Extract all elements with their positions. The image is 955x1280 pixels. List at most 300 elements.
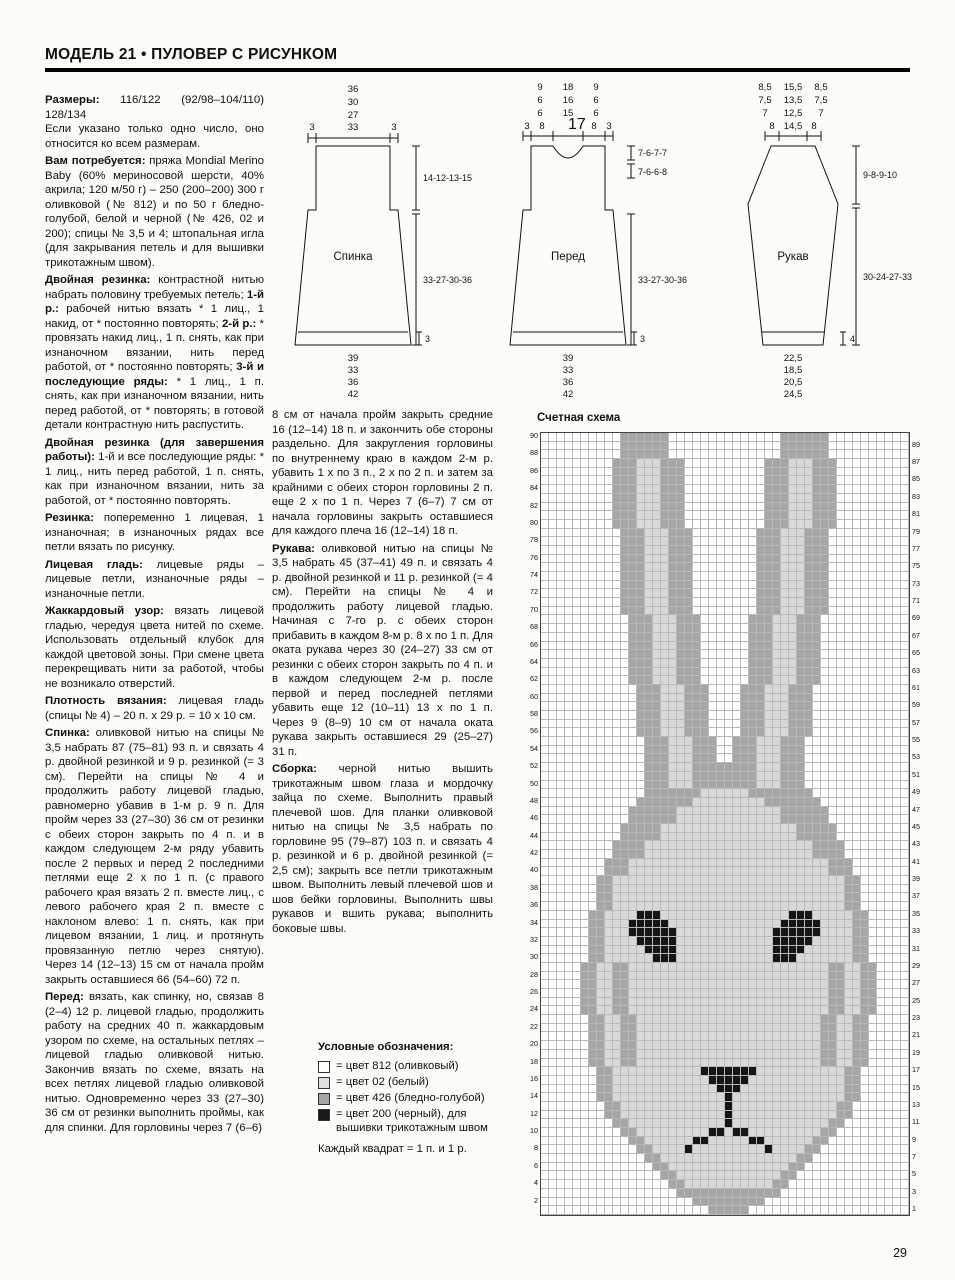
- chart-cell: [885, 1119, 893, 1128]
- chart-cell: [621, 807, 629, 816]
- chart-cell: [813, 546, 821, 555]
- chart-cell: [621, 494, 629, 503]
- chart-cell: [589, 850, 597, 859]
- chart-cell: [685, 546, 693, 555]
- chart-cell: [901, 520, 909, 529]
- chart-cell: [589, 833, 597, 842]
- chart-cell: [645, 1059, 653, 1068]
- chart-cell: [837, 789, 845, 798]
- chart-cell: [597, 433, 605, 442]
- chart-cell: [637, 737, 645, 746]
- chart-cell: [669, 807, 677, 816]
- chart-cell: [861, 833, 869, 842]
- chart-cell: [845, 511, 853, 520]
- chart-cell: [805, 728, 813, 737]
- chart-cell: [805, 1154, 813, 1163]
- chart-cell: [869, 633, 877, 642]
- chart-cell: [837, 746, 845, 755]
- chart-cell: [893, 529, 901, 538]
- chart-cell: [861, 737, 869, 746]
- chart-cell: [685, 642, 693, 651]
- chart-cell: [749, 754, 757, 763]
- chart-cell: [805, 789, 813, 798]
- chart-cell: [765, 772, 773, 781]
- chart-cell: [685, 1050, 693, 1059]
- chart-cell: [573, 876, 581, 885]
- chart-cell: [701, 694, 709, 703]
- chart-cell: [717, 1145, 725, 1154]
- chart-cell: [733, 503, 741, 512]
- chart-cell: [589, 920, 597, 929]
- chart-cell: [629, 1206, 637, 1215]
- chart-cell: [757, 572, 765, 581]
- chart-cell: [821, 1111, 829, 1120]
- chart-cell: [725, 581, 733, 590]
- chart-cell: [693, 720, 701, 729]
- chart-cell: [869, 841, 877, 850]
- chart-cell: [765, 763, 773, 772]
- color-swatch: [318, 1093, 330, 1105]
- chart-cell: [557, 902, 565, 911]
- chart-cell: [613, 1128, 621, 1137]
- chart-cell: [749, 642, 757, 651]
- chart-cell: [837, 1137, 845, 1146]
- chart-cell: [589, 668, 597, 677]
- chart-cell: [613, 989, 621, 998]
- chart-cell: [717, 494, 725, 503]
- chart-cell: [789, 1015, 797, 1024]
- chart-cell: [677, 1067, 685, 1076]
- chart-cell: [605, 546, 613, 555]
- chart-cell: [885, 937, 893, 946]
- chart-cell: [741, 546, 749, 555]
- chart-cell: [797, 598, 805, 607]
- chart-cell: [549, 1180, 557, 1189]
- chart-cell: [693, 520, 701, 529]
- chart-cell: [789, 1059, 797, 1068]
- chart-cell: [637, 503, 645, 512]
- chart-cell: [685, 1154, 693, 1163]
- chart-cell: [717, 1128, 725, 1137]
- chart-cell: [741, 1154, 749, 1163]
- chart-cell: [901, 598, 909, 607]
- chart-cell: [893, 963, 901, 972]
- chart-cell: [829, 1206, 837, 1215]
- chart-cell: [853, 450, 861, 459]
- chart-cell: [845, 633, 853, 642]
- chart-cell: [613, 754, 621, 763]
- chart-cell: [765, 946, 773, 955]
- chart-cell: [837, 798, 845, 807]
- chart-cell: [829, 867, 837, 876]
- chart-cell: [709, 989, 717, 998]
- chart-cell: [597, 1180, 605, 1189]
- chart-cell: [717, 998, 725, 1007]
- chart-cell: [693, 841, 701, 850]
- chart-cell: [829, 1145, 837, 1154]
- chart-cell: [669, 494, 677, 503]
- chart-cell: [685, 520, 693, 529]
- chart-cell: [733, 1067, 741, 1076]
- chart-cell: [637, 980, 645, 989]
- chart-cell: [805, 624, 813, 633]
- chart-cell: [773, 529, 781, 538]
- chart-cell: [845, 1180, 853, 1189]
- chart-cell: [837, 911, 845, 920]
- chart-cell: [845, 433, 853, 442]
- chart-cell: [749, 450, 757, 459]
- chart-cell: [725, 572, 733, 581]
- chart-cell: [741, 1206, 749, 1215]
- chart-cell: [869, 1111, 877, 1120]
- chart-cell: [653, 920, 661, 929]
- chart-cell: [661, 789, 669, 798]
- chart-cell: [677, 450, 685, 459]
- chart-cell: [717, 624, 725, 633]
- chart-cell: [621, 485, 629, 494]
- chart-cell: [717, 876, 725, 885]
- chart-cell: [693, 494, 701, 503]
- chart-cell: [861, 476, 869, 485]
- chart-cell: [749, 841, 757, 850]
- row-number: 63: [912, 665, 920, 675]
- chart-cell: [773, 650, 781, 659]
- chart-cell: [685, 476, 693, 485]
- chart-cell: [693, 1128, 701, 1137]
- chart-cell: [701, 598, 709, 607]
- chart-cell: [725, 798, 733, 807]
- chart-cell: [813, 529, 821, 538]
- chart-cell: [637, 859, 645, 868]
- chart-cell: [717, 1059, 725, 1068]
- chart-cell: [885, 737, 893, 746]
- chart-cell: [861, 581, 869, 590]
- chart-cell: [709, 589, 717, 598]
- chart-cell: [613, 928, 621, 937]
- chart-cell: [869, 581, 877, 590]
- chart-cell: [837, 520, 845, 529]
- chart-cell: [573, 763, 581, 772]
- chart-cell: [645, 494, 653, 503]
- chart-cell: [653, 928, 661, 937]
- chart-cell: [853, 911, 861, 920]
- chart-cell: [757, 1180, 765, 1189]
- chart-cell: [893, 1076, 901, 1085]
- chart-cell: [861, 450, 869, 459]
- chart-cell: [685, 972, 693, 981]
- chart-cell: [637, 607, 645, 616]
- chart-cell: [749, 763, 757, 772]
- chart-cell: [869, 937, 877, 946]
- chart-cell: [765, 676, 773, 685]
- chart-cell: [821, 815, 829, 824]
- chart-cell: [669, 476, 677, 485]
- chart-cell: [893, 1154, 901, 1163]
- chart-cell: [829, 763, 837, 772]
- chart-cell: [901, 468, 909, 477]
- chart-cell: [661, 1006, 669, 1015]
- chart-cell: [645, 920, 653, 929]
- chart-cell: [733, 1059, 741, 1068]
- chart-cell: [613, 1050, 621, 1059]
- chart-cell: [725, 529, 733, 538]
- chart-cell: [613, 1059, 621, 1068]
- chart-cell: [885, 694, 893, 703]
- chart-cell: [605, 685, 613, 694]
- chart-cell: [901, 746, 909, 755]
- chart-cell: [781, 650, 789, 659]
- chart-cell: [549, 989, 557, 998]
- chart-cell: [685, 902, 693, 911]
- chart-cell: [653, 1119, 661, 1128]
- chart-cell: [885, 711, 893, 720]
- measurement: 7-6-7-7: [638, 148, 668, 158]
- chart-cell: [629, 781, 637, 790]
- chart-cell: [869, 589, 877, 598]
- chart-cell: [869, 989, 877, 998]
- chart-cell: [645, 1093, 653, 1102]
- chart-cell: [733, 902, 741, 911]
- chart-cell: [733, 833, 741, 842]
- chart-cell: [597, 1198, 605, 1207]
- chart-cell: [893, 946, 901, 955]
- chart-cell: [853, 954, 861, 963]
- chart-cell: [557, 946, 565, 955]
- chart-cell: [605, 511, 613, 520]
- chart-cell: [669, 728, 677, 737]
- chart-cell: [813, 954, 821, 963]
- chart-cell: [845, 555, 853, 564]
- chart-cell: [797, 763, 805, 772]
- chart-cell: [869, 563, 877, 572]
- chart-cell: [597, 598, 605, 607]
- chart-cell: [765, 824, 773, 833]
- chart-cell: [853, 1041, 861, 1050]
- chart-cell: [869, 450, 877, 459]
- chart-cell: [853, 1076, 861, 1085]
- chart-cell: [765, 598, 773, 607]
- chart-cell: [637, 989, 645, 998]
- chart-cell: [821, 1076, 829, 1085]
- chart-cell: [669, 867, 677, 876]
- chart-cell: [797, 815, 805, 824]
- chart-cell: [725, 546, 733, 555]
- chart-cell: [653, 893, 661, 902]
- chart-cell: [645, 581, 653, 590]
- chart-cell: [677, 911, 685, 920]
- chart-cell: [565, 841, 573, 850]
- chart-cell: [573, 1024, 581, 1033]
- chart-cell: [901, 1024, 909, 1033]
- chart-cell: [653, 476, 661, 485]
- chart-cell: [837, 642, 845, 651]
- chart-cell: [701, 1171, 709, 1180]
- chart-cell: [629, 998, 637, 1007]
- chart-cell: [709, 798, 717, 807]
- chart-cell: [893, 659, 901, 668]
- chart-cell: [701, 450, 709, 459]
- chart-cell: [741, 1085, 749, 1094]
- chart-cell: [557, 1006, 565, 1015]
- chart-cell: [685, 893, 693, 902]
- chart-cell: [685, 720, 693, 729]
- chart-cell: [741, 468, 749, 477]
- chart-cell: [613, 798, 621, 807]
- chart-cell: [629, 563, 637, 572]
- row-number: 10: [530, 1126, 538, 1135]
- chart-cell: [901, 615, 909, 624]
- chart-cell: [621, 1093, 629, 1102]
- chart-cell: [789, 598, 797, 607]
- chart-cell: [741, 702, 749, 711]
- chart-cell: [693, 702, 701, 711]
- chart-cell: [693, 1180, 701, 1189]
- chart-cell: [773, 1198, 781, 1207]
- chart-cell: [549, 972, 557, 981]
- chart-cell: [645, 1154, 653, 1163]
- chart-cell: [557, 1137, 565, 1146]
- chart-cell: [741, 963, 749, 972]
- chart-cell: [733, 642, 741, 651]
- chart-cell: [829, 685, 837, 694]
- chart-cell: [589, 1050, 597, 1059]
- chart-cell: [661, 537, 669, 546]
- chart-cell: [805, 867, 813, 876]
- chart-cell: [669, 781, 677, 790]
- chart-cell: [685, 503, 693, 512]
- chart-cell: [613, 650, 621, 659]
- chart-cell: [829, 728, 837, 737]
- row-number: 42: [530, 848, 538, 857]
- chart-cell: [717, 589, 725, 598]
- chart-cell: [605, 1076, 613, 1085]
- chart-cell: [725, 737, 733, 746]
- chart-cell: [861, 485, 869, 494]
- measurement: 14,5: [783, 121, 803, 132]
- chart-cell: [709, 1171, 717, 1180]
- chart-cell: [629, 789, 637, 798]
- chart-cell: [869, 511, 877, 520]
- chart-cell: [789, 815, 797, 824]
- chart-cell: [829, 998, 837, 1007]
- chart-cell: [541, 668, 549, 677]
- chart-cell: [717, 798, 725, 807]
- chart-cell: [629, 902, 637, 911]
- chart-cell: [741, 494, 749, 503]
- row-number: 31: [912, 943, 920, 953]
- chart-cell: [717, 1006, 725, 1015]
- chart-cell: [757, 824, 765, 833]
- chart-cell: [805, 885, 813, 894]
- chart-cell: [653, 833, 661, 842]
- chart-cell: [765, 963, 773, 972]
- chart-cell: [709, 1085, 717, 1094]
- chart-cell: [853, 781, 861, 790]
- chart-cell: [701, 529, 709, 538]
- chart-cell: [741, 555, 749, 564]
- chart-cell: [877, 485, 885, 494]
- chart-cell: [717, 807, 725, 816]
- chart-cell: [893, 781, 901, 790]
- chart-cell: [885, 989, 893, 998]
- chart-cell: [573, 789, 581, 798]
- chart-cell: [869, 1154, 877, 1163]
- chart-cell: [637, 841, 645, 850]
- chart-cell: [813, 1111, 821, 1120]
- chart-cell: [821, 954, 829, 963]
- chart-cell: [573, 1163, 581, 1172]
- chart-cell: [709, 537, 717, 546]
- chart-cell: [725, 633, 733, 642]
- chart-cell: [581, 911, 589, 920]
- chart-cell: [717, 563, 725, 572]
- chart-cell: [557, 511, 565, 520]
- chart-cell: [773, 1050, 781, 1059]
- chart-cell: [661, 1024, 669, 1033]
- chart-cell: [661, 589, 669, 598]
- chart-cell: [677, 954, 685, 963]
- chart-cell: [829, 563, 837, 572]
- chart-cell: [757, 615, 765, 624]
- chart-cell: [893, 520, 901, 529]
- chart-cell: [741, 1032, 749, 1041]
- chart-cell: [669, 1137, 677, 1146]
- chart-cell: [877, 494, 885, 503]
- chart-cell: [797, 511, 805, 520]
- chart-cell: [781, 815, 789, 824]
- chart-cell: [669, 450, 677, 459]
- chart-cell: [789, 581, 797, 590]
- chart-cell: [725, 893, 733, 902]
- chart-cell: [709, 607, 717, 616]
- chart-cell: [581, 485, 589, 494]
- chart-cell: [781, 954, 789, 963]
- chart-cell: [757, 754, 765, 763]
- chart-cell: [725, 720, 733, 729]
- chart-cell: [853, 537, 861, 546]
- chart-cell: [845, 972, 853, 981]
- chart-cell: [621, 598, 629, 607]
- chart-cell: [709, 468, 717, 477]
- chart-cell: [701, 833, 709, 842]
- chart-cell: [637, 1189, 645, 1198]
- chart-cell: [589, 494, 597, 503]
- chart-cell: [701, 668, 709, 677]
- chart-cell: [549, 850, 557, 859]
- chart-cell: [805, 633, 813, 642]
- chart-cell: [605, 1145, 613, 1154]
- chart-cell: [589, 1111, 597, 1120]
- chart-cell: [725, 615, 733, 624]
- chart-cell: [861, 1076, 869, 1085]
- chart-cell: [885, 659, 893, 668]
- chart-cell: [725, 1119, 733, 1128]
- chart-cell: [589, 728, 597, 737]
- chart-cell: [893, 980, 901, 989]
- row-number: 5: [912, 1169, 916, 1179]
- chart-cell: [869, 1076, 877, 1085]
- chart-cell: [629, 954, 637, 963]
- chart-cell: [821, 572, 829, 581]
- chart-cell: [813, 737, 821, 746]
- chart-cell: [789, 720, 797, 729]
- chart-cell: [805, 1085, 813, 1094]
- chart-cell: [669, 1189, 677, 1198]
- chart-cell: [581, 720, 589, 729]
- chart-cell: [829, 633, 837, 642]
- chart-cell: [829, 833, 837, 842]
- measurement: 3: [309, 122, 315, 133]
